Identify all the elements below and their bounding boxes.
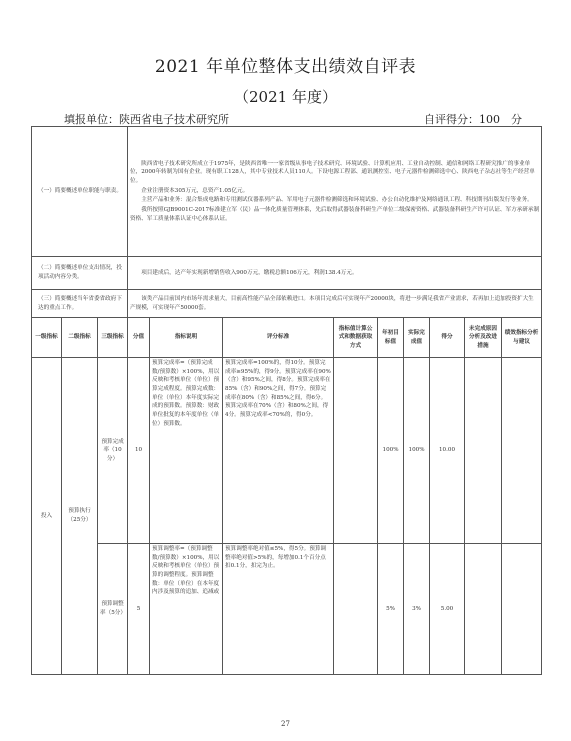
header-cell: 年初目标值 bbox=[378, 318, 404, 358]
level1-indicator: 投入 bbox=[32, 358, 62, 675]
section2-row bbox=[32, 257, 542, 290]
section2-description bbox=[128, 257, 542, 290]
header-cell: 一级指标 bbox=[32, 318, 62, 358]
indicator-description: 预算调整率=（预算调整数/预算数）×100%，用以反映和考核单位（单位）预算的调整程度。预算调整数：单位（单位）在本年度内涉及预算的追加、追减或 bbox=[150, 544, 223, 675]
reason-cell bbox=[465, 544, 502, 675]
section2-label: （二）简要概述单位支出情况，投项活动内容分类。 bbox=[32, 257, 128, 290]
section3-description bbox=[128, 290, 542, 318]
page-title: 2021 年单位整体支出绩效自评表 bbox=[154, 57, 417, 77]
header-cell: 绩效指标分析与建议 bbox=[502, 318, 542, 358]
header-cell: 三级指标 bbox=[98, 318, 128, 358]
target-value: 5% bbox=[378, 544, 404, 675]
page-number: 27 bbox=[281, 720, 290, 728]
header-cell: 二级指标 bbox=[62, 318, 98, 358]
level3-indicator: 预算调整率（5分） bbox=[98, 544, 128, 675]
formula-cell bbox=[334, 544, 378, 675]
advice-cell bbox=[502, 544, 542, 675]
page-subtitle: （2021 年度） bbox=[234, 88, 337, 106]
section1-row bbox=[32, 127, 542, 257]
section3-row bbox=[32, 290, 542, 318]
section1-label: （一）简要概述单位职能与职责。 bbox=[32, 127, 128, 257]
section1-description bbox=[128, 127, 542, 257]
table-row bbox=[32, 358, 542, 544]
table-header-row bbox=[32, 318, 542, 358]
section1-para: 陕西省电子技术研究所成立于1975年，是陕西省唯一一家省级从事电子技术研究、环境试验、计算机应用、工业自动控制、通信和网络工程研究推广的事业单位，2000年转制为国有企业。现有职工128人，其中专业技术人员110人。下设电源工程部、通讯测控室、电子元器件检测筛选中心、陕西电子杂志社等生产经营单位。 bbox=[130, 160, 535, 185]
points-cell: 5 bbox=[128, 544, 150, 675]
indicator-description: 预算完成率=（预算完成数/预算数）×100%，用以反映和考核单位（单位）预算完成程度。预算完成数：单位（单位）本年度实际完成的预算数。预算数：财政单位批复的本年度单位（单位）预算数。 bbox=[150, 358, 223, 544]
section1-para: 我所按照GJB9001C-2017标准建立军（民）品一体化质量管理体系，先后取得武器装备科研生产单位二级保密资格、武器装备科研生产许可认证、军方承研承制资格、军工质量体系认证中心体系认证。 bbox=[130, 206, 540, 222]
section1-para: 主营产品和业务：混合集成电路和专用测试仪器系列产品、军用电子元器件检测筛选和环境试验、办公自动化维护及网络通讯工程、科技期刊出版发行等业务。 bbox=[141, 197, 533, 204]
table-row bbox=[32, 544, 542, 675]
header-cell: 实际完成值 bbox=[404, 318, 430, 358]
score-value: 10.00 bbox=[430, 358, 465, 544]
reporting-unit: 填报单位：陕西省电子技术研究所 bbox=[64, 113, 229, 126]
header-cell: 评分标准 bbox=[223, 318, 334, 358]
formula-cell bbox=[334, 358, 378, 544]
scoring-standard: 预算调整率绝对值≤5%，得5分。预算调整率绝对值>5%的，每增加0.1个百分点扣0.1分，扣完为止。 bbox=[223, 544, 334, 675]
level3-indicator: 预算完成率（10分） bbox=[98, 358, 128, 544]
section3-label: （三）简要概述当年省委省政府下达的重点工作。 bbox=[32, 290, 128, 318]
header-cell: 指标说明 bbox=[150, 318, 223, 358]
points-cell: 10 bbox=[128, 358, 150, 544]
reason-cell bbox=[465, 358, 502, 544]
actual-value: 100% bbox=[404, 358, 430, 544]
header-cell: 分值 bbox=[128, 318, 150, 358]
score-value: 5.00 bbox=[430, 544, 465, 675]
target-value: 100% bbox=[378, 358, 404, 544]
scoring-standard: 预算完成率=100%的，得10分。预算完成率≥95%的，得9分。预算完成率在90%（含）和95%之间，得8分。预算完成率在85%（含）和90%之间，得7分。预算完成率在80%（含）和85%之间，得6分。预算完成率在70%（含）和80%之间，得4分。预算完成率<70%的，得0分。 bbox=[223, 358, 334, 544]
header-cell: 指标值计算公式和数据获取方式 bbox=[334, 318, 378, 358]
section2-text: 项目建成后，达产年实现新增销售收入900万元，缴税总额106万元，利润138.4万元。 bbox=[141, 269, 358, 276]
advice-cell bbox=[502, 358, 542, 544]
header-cell: 得分 bbox=[430, 318, 465, 358]
level2-indicator: 预算执行（25分） bbox=[62, 358, 98, 675]
header-cell: 未完成原因分析及改进措施 bbox=[465, 318, 502, 358]
evaluation-table bbox=[31, 126, 542, 675]
self-score: 自评得分：100 分 bbox=[424, 113, 522, 126]
section1-para: 企业注册资本305万元，总资产1.05亿元。 bbox=[141, 187, 249, 194]
section3-text: 该类产品目前国内市场年需求量大，目前高性能产品全部依赖进口。本项目完成后可实现年产20000块，将进一步满足我省产业需求，若再加上追加投资扩大生产规模，可实现年产50000套。 bbox=[130, 295, 534, 311]
actual-value: 3% bbox=[404, 544, 430, 675]
